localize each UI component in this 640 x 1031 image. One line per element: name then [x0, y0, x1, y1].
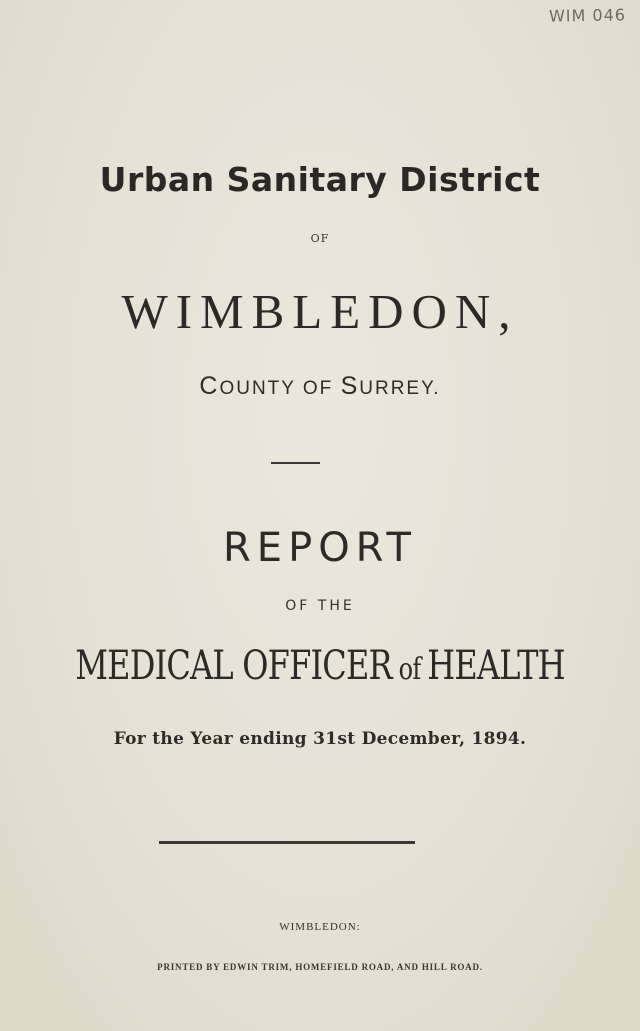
- officer-title-part1: MEDICAL OFFICER: [75, 643, 392, 689]
- officer-title-part2: HEALTH: [427, 643, 565, 689]
- report-period: For the Year ending 31st December, 1894.: [113, 729, 527, 749]
- imprint-place: WIMBLEDON:: [279, 921, 361, 933]
- county-initial-s: S: [340, 372, 360, 400]
- county-initial-c: C: [199, 372, 220, 400]
- town-name: WIMBLEDON,: [121, 284, 519, 339]
- report-heading: REPORT: [223, 525, 417, 571]
- imprint-printer: PRINTED BY EDWIN TRIM, HOMEFIELD ROAD, AND HILL ROAD.: [157, 962, 483, 972]
- short-divider: [271, 462, 320, 464]
- district-heading: Urban Sanitary District: [99, 160, 541, 199]
- archive-reference: WIM 046: [548, 5, 627, 26]
- of-connector: OF: [310, 232, 330, 245]
- of-the-connector: OF THE: [285, 598, 355, 614]
- officer-title: [0, 643, 640, 689]
- county-surrey: URREY.: [359, 378, 441, 399]
- county-word: OUNTY OF: [219, 378, 341, 399]
- officer-title-of: of: [391, 652, 428, 687]
- double-rule-divider: [159, 841, 415, 844]
- county-line: [0, 372, 640, 401]
